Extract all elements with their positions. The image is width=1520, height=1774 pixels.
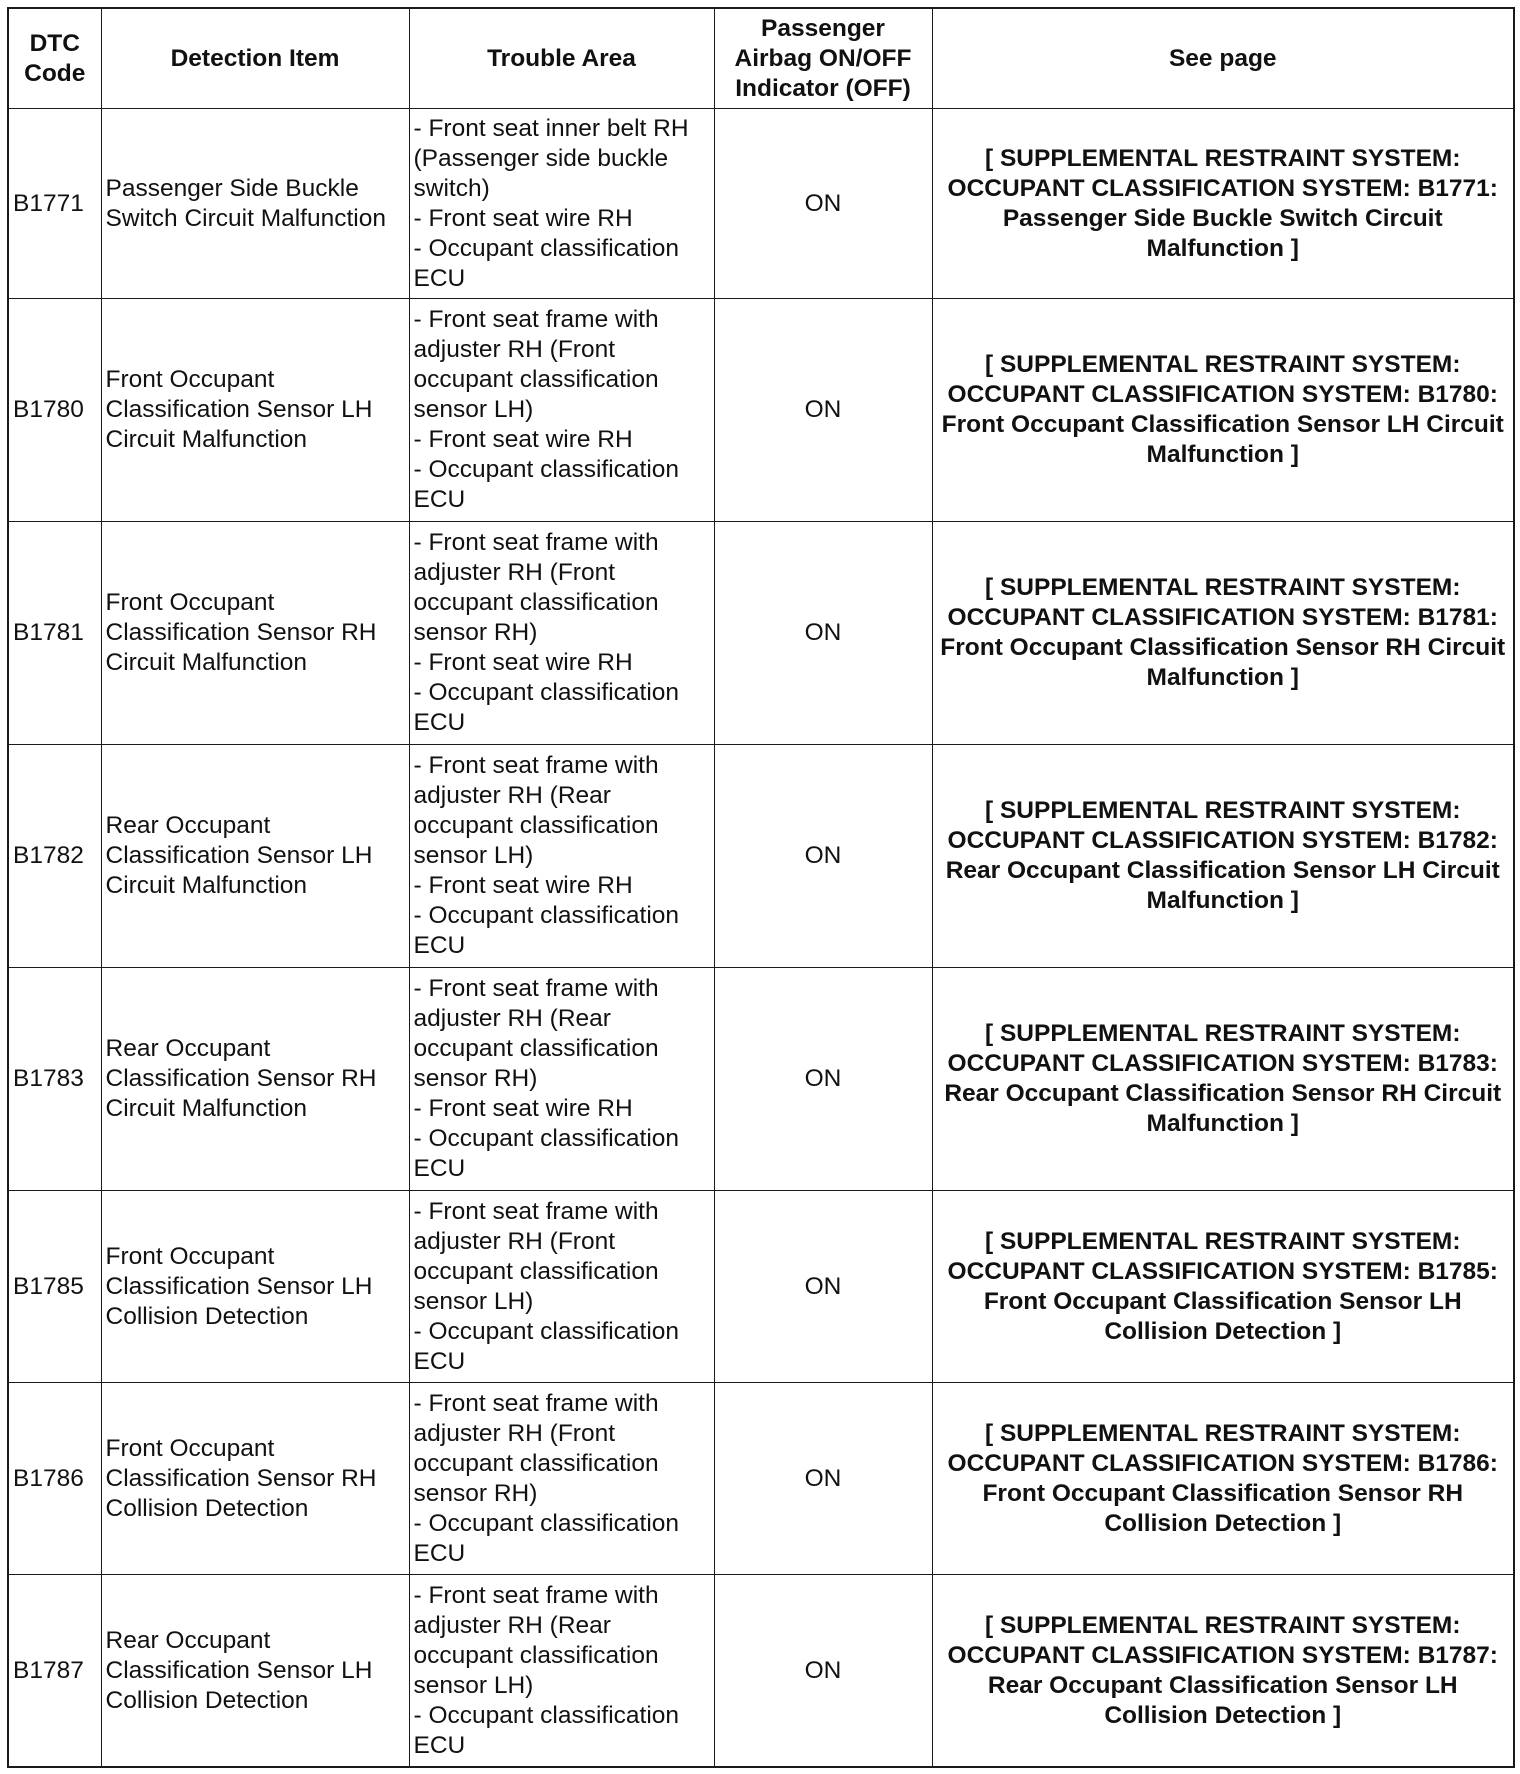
indicator-cell: ON — [714, 1575, 932, 1767]
dtc-table — [7, 7, 1515, 1768]
table-row — [8, 522, 1514, 745]
trouble-area-cell — [409, 1383, 714, 1575]
dtc-code-cell: B1771 — [8, 109, 101, 299]
dtc-code-cell: B1786 — [8, 1383, 101, 1575]
see-page-cell: [ SUPPLEMENTAL RESTRAINT SYSTEM: OCCUPANT CLASSIFICATION SYSTEM: B1780: Front Occupant Classification Sensor LH Circuit Malfunction ] — [932, 299, 1514, 522]
see-page-cell: [ SUPPLEMENTAL RESTRAINT SYSTEM: OCCUPANT CLASSIFICATION SYSTEM: B1781: Front Occupant Classification Sensor RH Circuit Malfunction ] — [932, 522, 1514, 745]
dtc-table-container — [7, 7, 1513, 1768]
trouble-area-cell — [409, 1575, 714, 1767]
trouble-line: - Front seat frame with adjuster RH (Rear occupant classification sensor RH) — [413, 975, 659, 1093]
header-indicator: Passenger Airbag ON/OFF Indicator (OFF) — [714, 8, 932, 109]
dtc-code-cell: B1781 — [8, 522, 101, 745]
trouble-line: - Occupant classification ECU — [413, 679, 680, 737]
trouble-area-cell — [409, 299, 714, 522]
trouble-line: - Front seat frame with adjuster RH (Front occupant classification sensor RH) — [413, 1389, 659, 1507]
header-trouble-area: Trouble Area — [409, 8, 714, 109]
detection-item-cell: Rear Occupant Classification Sensor LH Circuit Malfunction — [101, 745, 409, 968]
trouble-line: - Front seat wire RH — [413, 872, 633, 900]
table-row — [8, 109, 1514, 299]
trouble-line: - Occupant classification ECU — [413, 1125, 680, 1183]
trouble-line: - Front seat wire RH — [413, 426, 633, 454]
trouble-line: - Occupant classification ECU — [413, 456, 680, 514]
dtc-code-cell: B1783 — [8, 968, 101, 1191]
indicator-cell: ON — [714, 1383, 932, 1575]
trouble-line: - Occupant classification ECU — [413, 1317, 680, 1375]
trouble-line: - Occupant classification ECU — [413, 1701, 680, 1759]
indicator-cell: ON — [714, 968, 932, 1191]
trouble-area-cell — [409, 968, 714, 1191]
table-row — [8, 1383, 1514, 1575]
table-row — [8, 968, 1514, 1191]
dtc-code-cell: B1782 — [8, 745, 101, 968]
trouble-area-cell — [409, 745, 714, 968]
indicator-cell: ON — [714, 1191, 932, 1383]
trouble-line: - Front seat frame with adjuster RH (Front occupant classification sensor LH) — [413, 1197, 659, 1315]
trouble-line: - Front seat wire RH — [413, 649, 633, 677]
see-page-cell: [ SUPPLEMENTAL RESTRAINT SYSTEM: OCCUPANT CLASSIFICATION SYSTEM: B1786: Front Occupant Classification Sensor RH Collision Detection ] — [932, 1383, 1514, 1575]
trouble-area-cell — [409, 1191, 714, 1383]
dtc-code-cell: B1787 — [8, 1575, 101, 1767]
detection-item-cell: Rear Occupant Classification Sensor RH Circuit Malfunction — [101, 968, 409, 1191]
trouble-line: - Front seat frame with adjuster RH (Front occupant classification sensor LH) — [413, 306, 659, 424]
trouble-area-cell — [409, 522, 714, 745]
trouble-area-cell — [409, 109, 714, 299]
indicator-cell: ON — [714, 109, 932, 299]
detection-item-cell: Rear Occupant Classification Sensor LH Collision Detection — [101, 1575, 409, 1767]
dtc-code-cell: B1780 — [8, 299, 101, 522]
trouble-line: - Front seat frame with adjuster RH (Front occupant classification sensor RH) — [413, 529, 659, 647]
see-page-cell: [ SUPPLEMENTAL RESTRAINT SYSTEM: OCCUPANT CLASSIFICATION SYSTEM: B1782: Rear Occupant Classification Sensor LH Circuit Malfunction ] — [932, 745, 1514, 968]
detection-item-cell: Front Occupant Classification Sensor LH Collision Detection — [101, 1191, 409, 1383]
see-page-cell: [ SUPPLEMENTAL RESTRAINT SYSTEM: OCCUPANT CLASSIFICATION SYSTEM: B1785: Front Occupant Classification Sensor LH Collision Detection ] — [932, 1191, 1514, 1383]
indicator-cell: ON — [714, 522, 932, 745]
see-page-cell: [ SUPPLEMENTAL RESTRAINT SYSTEM: OCCUPANT CLASSIFICATION SYSTEM: B1787: Rear Occupant Classification Sensor LH Collision Detection ] — [932, 1575, 1514, 1767]
indicator-cell: ON — [714, 299, 932, 522]
table-row — [8, 1575, 1514, 1767]
dtc-code-cell: B1785 — [8, 1191, 101, 1383]
header-see-page: See page — [932, 8, 1514, 109]
indicator-cell: ON — [714, 745, 932, 968]
trouble-line: - Front seat wire RH — [413, 204, 633, 232]
detection-item-cell: Front Occupant Classification Sensor RH Circuit Malfunction — [101, 522, 409, 745]
header-dtc-code: DTC Code — [8, 8, 101, 109]
trouble-line: - Front seat frame with adjuster RH (Rear occupant classification sensor LH) — [413, 752, 659, 870]
table-row — [8, 299, 1514, 522]
table-row — [8, 1191, 1514, 1383]
trouble-line: - Occupant classification ECU — [413, 902, 680, 960]
trouble-line: - Front seat inner belt RH (Passenger side buckle switch) — [413, 114, 689, 202]
trouble-line: - Front seat wire RH — [413, 1095, 633, 1123]
detection-item-cell: Front Occupant Classification Sensor RH Collision Detection — [101, 1383, 409, 1575]
table-header-row — [8, 8, 1514, 109]
detection-item-cell: Front Occupant Classification Sensor LH Circuit Malfunction — [101, 299, 409, 522]
see-page-cell: [ SUPPLEMENTAL RESTRAINT SYSTEM: OCCUPANT CLASSIFICATION SYSTEM: B1783: Rear Occupant Classification Sensor RH Circuit Malfunction ] — [932, 968, 1514, 1191]
see-page-cell: [ SUPPLEMENTAL RESTRAINT SYSTEM: OCCUPANT CLASSIFICATION SYSTEM: B1771: Passenger Side Buckle Switch Circuit Malfunction ] — [932, 109, 1514, 299]
trouble-line: - Occupant classification ECU — [413, 234, 680, 292]
table-row — [8, 745, 1514, 968]
detection-item-cell: Passenger Side Buckle Switch Circuit Malfunction — [101, 109, 409, 299]
header-detection-item: Detection Item — [101, 8, 409, 109]
trouble-line: - Front seat frame with adjuster RH (Rear occupant classification sensor LH) — [413, 1581, 659, 1699]
trouble-line: - Occupant classification ECU — [413, 1509, 680, 1567]
